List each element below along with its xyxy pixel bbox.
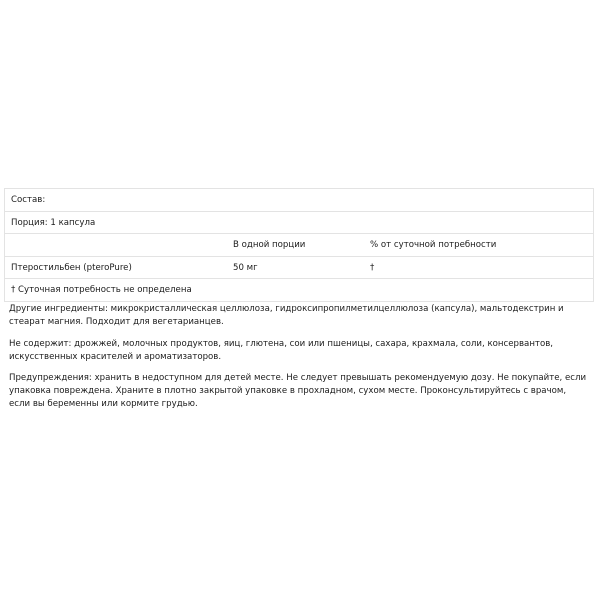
serving-size: Порция: 1 капсула [11, 217, 96, 228]
serving-size-row [5, 212, 593, 235]
other-ingredients-text: Другие ингредиенты: микрокристаллическая целлюлоза, гидроксипропилметилцеллюлоза (капсула), мальтодекстрин и стеарат магния. Подходит для вегетарианцев. [9, 304, 564, 327]
ingredient-name: Птеростильбен (pteroPure) [11, 262, 132, 273]
ingredient-row [5, 257, 593, 280]
column-header-row [5, 234, 593, 257]
free-from-text: Не содержит: дрожжей, молочных продуктов, яиц, глютена, сои или пшеницы, сахара, крахмала, соли, консервантов, искусственных красителей и ароматизаторов. [9, 338, 553, 362]
daily-value-footnote: † Суточная потребность не определена [11, 285, 192, 295]
facts-title: Состав: [11, 195, 46, 205]
supplement-facts-table [4, 188, 594, 302]
daily-value-header: % от суточной потребности [370, 240, 497, 250]
warnings-text: Предупреждения: хранить в недоступном для детей месте. Не следует превышать рекомендуемую дозу. Не покупайте, если упаковка повреждена. Храните в плотно закрытой упаковке в прохладном, сухом месте. Проконсультируйтесь с врачом, если вы беременны или кормите грудью. [9, 373, 587, 409]
product-description [9, 303, 589, 420]
ingredient-amount: 50 мг [233, 262, 258, 273]
footnote-row [5, 279, 593, 302]
ingredient-daily-value: † [370, 262, 375, 273]
facts-title-row [5, 189, 593, 212]
per-serving-header: В одной порции [233, 240, 306, 250]
